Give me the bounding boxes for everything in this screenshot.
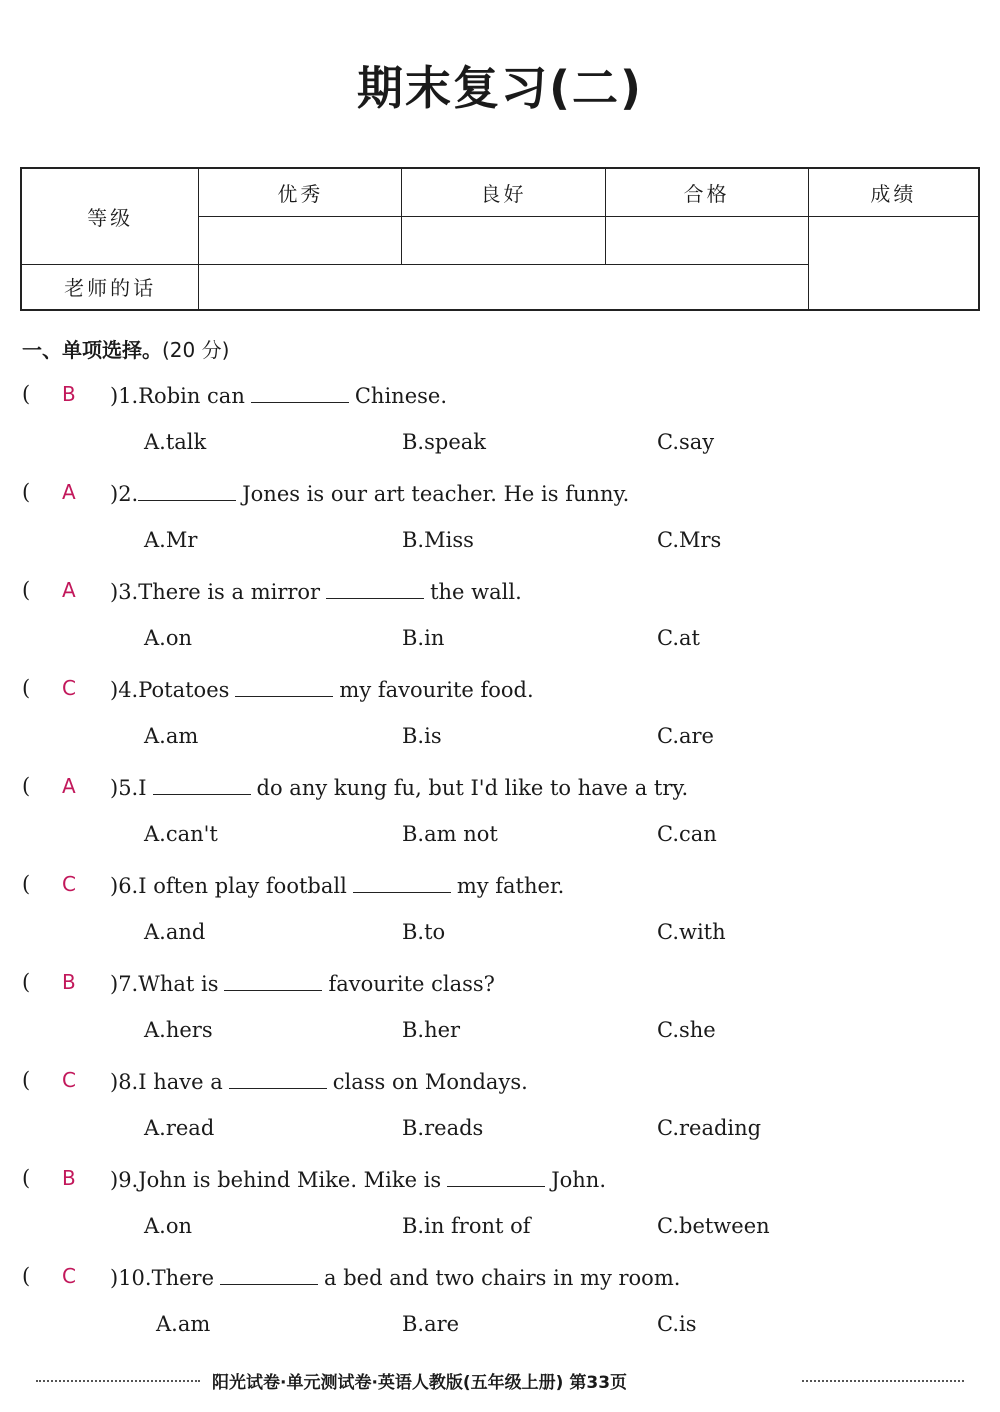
answer-blank — [326, 578, 424, 599]
question-number: )4. — [110, 678, 139, 702]
question-row — [22, 970, 972, 1000]
question-stem — [110, 1264, 680, 1290]
left-paren: ( — [22, 676, 31, 700]
question-number: )5. — [110, 776, 139, 800]
option-a: A.read — [144, 1116, 215, 1140]
section-points: (20 分) — [162, 338, 230, 362]
question-row — [22, 1264, 972, 1294]
excellent-header: 优秀 — [199, 168, 402, 216]
question-number: )7. — [110, 972, 139, 996]
option-a: A.and — [144, 920, 206, 944]
stem-before-blank: I — [138, 776, 147, 800]
footer-rule-right — [802, 1380, 964, 1382]
option-a: A.hers — [144, 1018, 213, 1042]
option-a: A.can't — [144, 822, 218, 846]
stem-after-blank: a bed and two chairs in my room. — [324, 1266, 681, 1290]
question-stem — [110, 872, 564, 898]
answer-blank — [220, 1264, 318, 1285]
option-b: B.in front of — [402, 1214, 531, 1238]
good-header: 良好 — [402, 168, 605, 216]
answer-blank — [153, 774, 251, 795]
answer-mark: A — [62, 480, 76, 504]
section-title: 一、单项选择。 — [22, 338, 162, 362]
left-paren: ( — [22, 774, 31, 798]
option-b: B.am not — [402, 822, 498, 846]
stem-before-blank: Potatoes — [138, 678, 230, 702]
level-label: 等级 — [21, 168, 199, 264]
option-a: A.Mr — [144, 528, 198, 552]
question-row — [22, 872, 972, 902]
option-b: B.speak — [402, 430, 486, 454]
question-number: )6. — [110, 874, 139, 898]
question-stem — [110, 480, 629, 506]
left-paren: ( — [22, 480, 31, 504]
option-c: C.are — [657, 724, 714, 748]
teacher-comment-cell — [199, 264, 808, 310]
question-number: )3. — [110, 580, 139, 604]
section-heading — [22, 334, 229, 363]
score-cell — [808, 216, 979, 310]
question-stem — [110, 774, 688, 800]
option-c: C.at — [657, 626, 700, 650]
stem-before-blank: There — [151, 1266, 215, 1290]
question-number: )2. — [110, 482, 139, 506]
stem-before-blank: Robin can — [138, 384, 245, 408]
answer-mark: A — [62, 578, 76, 602]
option-a: A.talk — [144, 430, 207, 454]
score-header: 成绩 — [808, 168, 979, 216]
stem-after-blank: favourite class? — [328, 972, 495, 996]
question-number: )8. — [110, 1070, 139, 1094]
stem-before-blank: I often play football — [138, 874, 347, 898]
option-b: B.Miss — [402, 528, 474, 552]
question-row — [22, 578, 972, 608]
left-paren: ( — [22, 1068, 31, 1092]
option-b: B.is — [402, 724, 442, 748]
option-c: C.with — [657, 920, 726, 944]
question-stem — [110, 1166, 606, 1192]
option-b: B.in — [402, 626, 445, 650]
stem-after-blank: Jones is our art teacher. He is funny. — [242, 482, 630, 506]
answer-mark: C — [62, 676, 76, 700]
pass-header: 合格 — [605, 168, 808, 216]
stem-before-blank: John is behind Mike. Mike is — [138, 1168, 442, 1192]
answer-mark: C — [62, 1068, 76, 1092]
left-paren: ( — [22, 1264, 31, 1288]
question-stem — [110, 382, 447, 408]
question-row — [22, 480, 972, 510]
option-c: C.can — [657, 822, 717, 846]
teacher-comment-label: 老师的话 — [21, 264, 199, 310]
question-row — [22, 1166, 972, 1196]
question-stem — [110, 970, 495, 996]
question-number: )9. — [110, 1168, 139, 1192]
good-cell — [402, 216, 605, 264]
question-row — [22, 1068, 972, 1098]
answer-blank — [138, 480, 236, 501]
answer-blank — [224, 970, 322, 991]
option-c: C.she — [657, 1018, 716, 1042]
answer-blank — [251, 382, 349, 403]
footer-rule-left — [36, 1380, 200, 1382]
grade-table — [20, 167, 980, 311]
option-c: C.say — [657, 430, 715, 454]
answer-blank — [447, 1166, 545, 1187]
left-paren: ( — [22, 872, 31, 896]
answer-blank — [353, 872, 451, 893]
left-paren: ( — [22, 382, 31, 406]
option-a: A.on — [144, 626, 193, 650]
footer-text: 阳光试卷·单元测试卷·英语人教版(五年级上册) 第33页 — [212, 1373, 628, 1393]
answer-mark: B — [62, 382, 76, 406]
question-stem — [110, 1068, 528, 1094]
question-row — [22, 676, 972, 706]
option-b: B.to — [402, 920, 446, 944]
page-title: 期末复习(二) — [356, 61, 644, 115]
answer-mark: B — [62, 1166, 76, 1190]
stem-after-blank: class on Mondays. — [332, 1070, 528, 1094]
question-row — [22, 774, 972, 804]
stem-after-blank: my father. — [456, 874, 565, 898]
question-number: )10. — [110, 1266, 152, 1290]
question-stem — [110, 578, 522, 604]
option-c: C.Mrs — [657, 528, 722, 552]
stem-after-blank: the wall. — [430, 580, 522, 604]
stem-after-blank: Chinese. — [354, 384, 448, 408]
left-paren: ( — [22, 578, 31, 602]
stem-after-blank: do any kung fu, but I'd like to have a try. — [256, 776, 689, 800]
option-c: C.between — [657, 1214, 770, 1238]
option-c: C.is — [657, 1312, 697, 1336]
option-b: B.reads — [402, 1116, 484, 1140]
answer-blank — [229, 1068, 327, 1089]
excellent-cell — [199, 216, 402, 264]
question-number: )1. — [110, 384, 139, 408]
option-a: A.am — [156, 1312, 211, 1336]
left-paren: ( — [22, 970, 31, 994]
option-a: A.am — [144, 724, 199, 748]
answer-mark: B — [62, 970, 76, 994]
answer-mark: A — [62, 774, 76, 798]
stem-before-blank: I have a — [138, 1070, 223, 1094]
stem-before-blank: What is — [138, 972, 219, 996]
left-paren: ( — [22, 1166, 31, 1190]
answer-mark: C — [62, 872, 76, 896]
option-b: B.are — [402, 1312, 460, 1336]
answer-mark: C — [62, 1264, 76, 1288]
pass-cell — [605, 216, 808, 264]
option-a: A.on — [144, 1214, 193, 1238]
stem-after-blank: John. — [551, 1168, 607, 1192]
footer — [0, 1368, 1000, 1398]
option-b: B.her — [402, 1018, 461, 1042]
option-c: C.reading — [657, 1116, 762, 1140]
question-stem — [110, 676, 534, 702]
stem-before-blank: There is a mirror — [138, 580, 321, 604]
answer-blank — [235, 676, 333, 697]
question-row — [22, 382, 972, 412]
stem-after-blank: my favourite food. — [339, 678, 534, 702]
